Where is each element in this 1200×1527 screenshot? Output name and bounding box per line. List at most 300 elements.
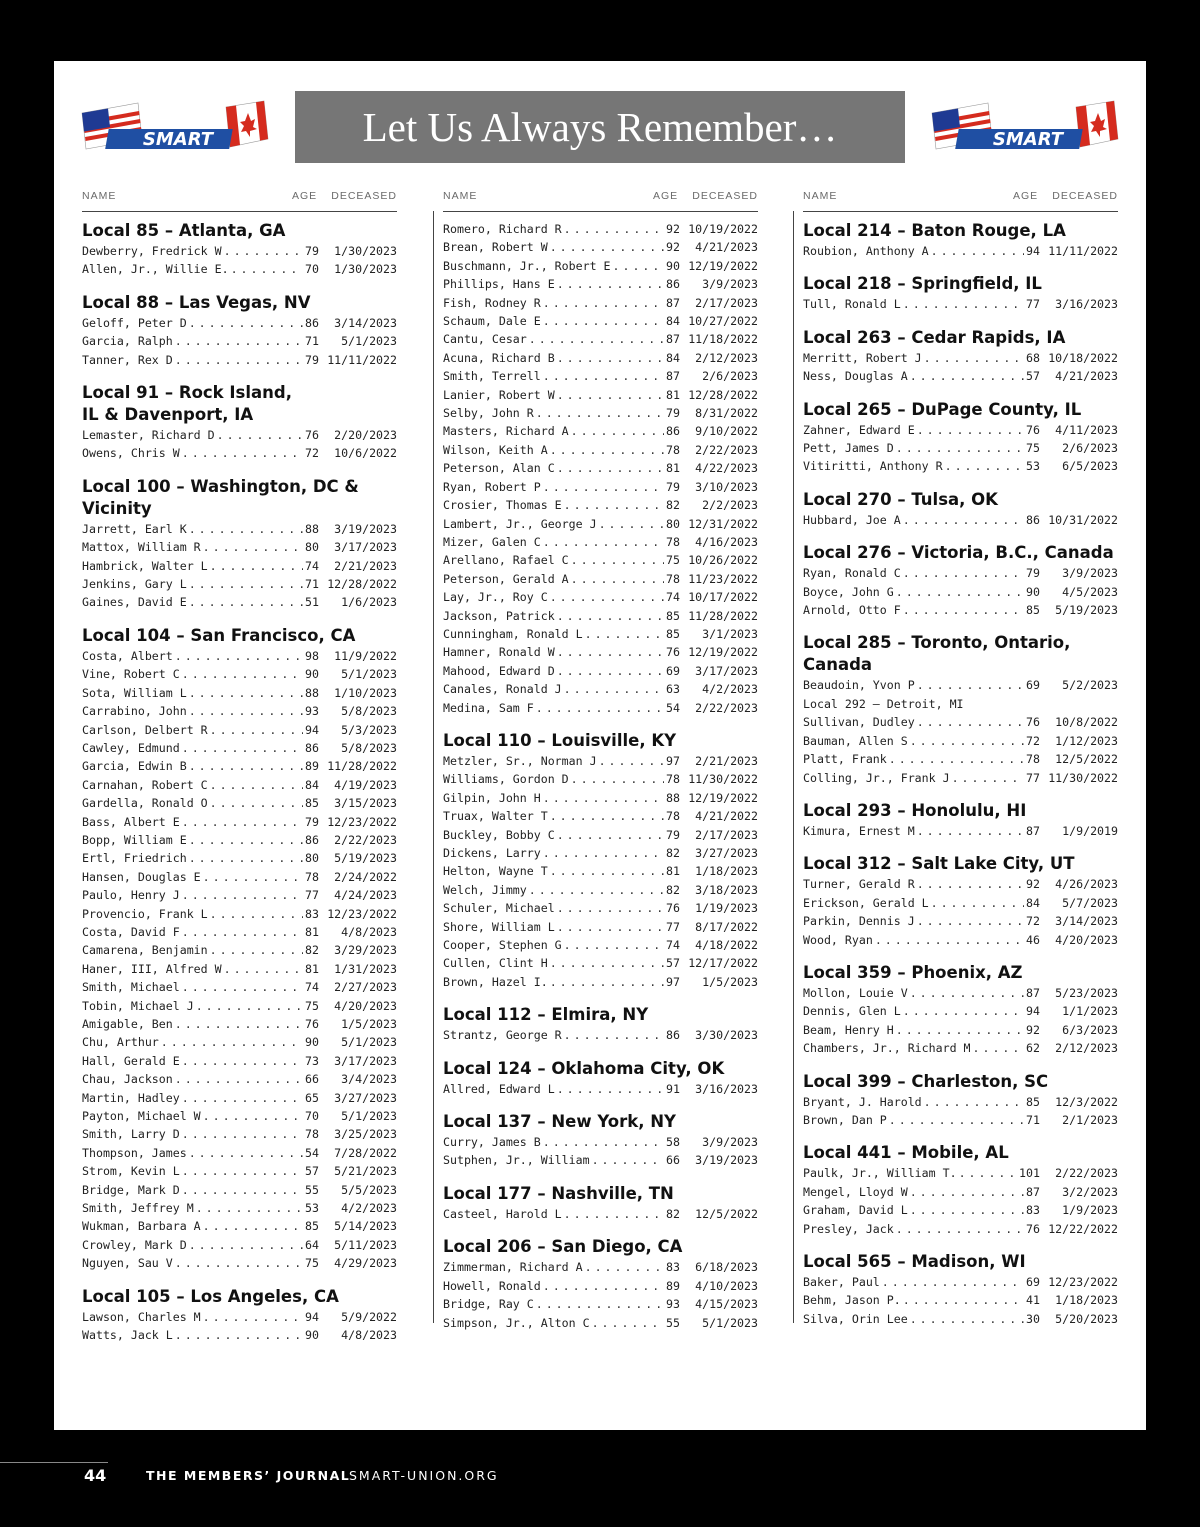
leader-dots	[189, 1236, 303, 1254]
local-heading: Local 312 – Salt Lake City, UT	[803, 854, 1075, 874]
member-row	[803, 583, 1118, 601]
leader-dots	[557, 643, 664, 661]
member-row	[443, 496, 758, 514]
member-age: 78	[666, 534, 680, 549]
member-row	[443, 643, 758, 661]
leader-dots	[924, 349, 1024, 367]
leader-dots	[564, 680, 664, 698]
leader-dots	[175, 647, 303, 665]
member-row	[443, 570, 758, 588]
member-deceased-date: 5/1/2023	[341, 1109, 397, 1124]
member-name: Lawson, Charles M	[82, 1309, 201, 1324]
column-2	[443, 185, 758, 1332]
member-row	[443, 1295, 758, 1313]
member-age: 77	[1026, 770, 1040, 785]
member-name: Wood, Ryan	[803, 932, 873, 947]
member-age: 86	[666, 277, 680, 292]
leader-dots	[557, 459, 664, 477]
member-age: 51	[305, 595, 319, 610]
member-deceased-date: 11/11/2022	[1048, 244, 1118, 258]
member-row	[443, 789, 758, 807]
member-row	[82, 886, 397, 904]
member-name: Bopp, William E	[82, 832, 187, 847]
member-name: Costa, David F	[82, 924, 180, 939]
leader-dots	[182, 978, 303, 996]
member-name: Baker, Paul	[803, 1275, 880, 1289]
member-row	[82, 978, 397, 996]
member-age: 69	[1026, 678, 1040, 693]
member-row	[803, 912, 1118, 930]
leader-dots	[903, 564, 1024, 582]
leader-dots	[571, 770, 664, 788]
member-name: Crowley, Mark D	[82, 1237, 187, 1252]
member-deceased-date: 5/11/2023	[334, 1237, 397, 1252]
member-age: 77	[305, 888, 319, 903]
member-row	[82, 260, 397, 278]
column-body	[803, 212, 1118, 1328]
member-row	[443, 1080, 758, 1098]
member-age: 57	[1026, 369, 1040, 384]
leader-dots	[224, 960, 303, 978]
member-deceased-date: 12/5/2022	[1055, 752, 1118, 767]
member-row	[443, 275, 758, 293]
leader-dots	[189, 831, 303, 849]
member-row	[803, 750, 1118, 768]
member-row	[82, 757, 397, 775]
member-row	[82, 1308, 397, 1326]
member-deceased-date: 11/23/2022	[688, 571, 758, 586]
member-name: Presley, Jack	[803, 1221, 894, 1236]
member-age: 54	[666, 700, 680, 715]
member-row	[443, 257, 758, 275]
column-body	[443, 212, 758, 1332]
member-row	[82, 941, 397, 959]
member-deceased-date: 4/18/2022	[695, 938, 758, 953]
member-row	[82, 314, 397, 332]
member-age: 77	[1026, 297, 1040, 312]
member-deceased-date: 4/21/2023	[695, 240, 758, 255]
member-deceased-date: 5/9/2022	[341, 1309, 397, 1324]
member-name: Smith, Jeffrey M	[82, 1201, 194, 1216]
member-deceased-date: 4/11/2023	[1055, 422, 1118, 437]
member-name: Beam, Henry H	[803, 1022, 894, 1037]
member-age: 78	[666, 772, 680, 787]
leader-dots	[903, 295, 1024, 313]
member-deceased-date: 4/2/2023	[341, 1201, 397, 1216]
member-row	[803, 295, 1118, 313]
member-age: 71	[1026, 1112, 1040, 1127]
member-deceased-date: 10/18/2022	[1048, 350, 1118, 365]
member-row	[443, 459, 758, 477]
member-age: 41	[1026, 1293, 1040, 1308]
leader-dots	[550, 954, 664, 972]
local-heading: Local 270 – Tulsa, OK	[803, 489, 998, 509]
member-age: 82	[666, 882, 680, 897]
member-row	[443, 551, 758, 569]
member-age: 78	[1026, 752, 1040, 767]
local-heading: Local 399 – Charleston, SC	[803, 1071, 1049, 1091]
member-name: Lay, Jr., Roy C	[443, 590, 548, 605]
member-name: Brown, Dan P	[803, 1112, 887, 1127]
leader-dots	[550, 807, 664, 825]
leader-dots	[224, 242, 303, 260]
member-name: Cantu, Cesar	[443, 332, 527, 347]
member-deceased-date: 3/14/2023	[334, 315, 397, 330]
member-name: Buckley, Bobby C	[443, 827, 555, 842]
member-name: Jenkins, Gary L	[82, 577, 187, 592]
leader-dots	[557, 607, 664, 625]
leader-dots	[175, 1015, 303, 1033]
member-age: 87	[666, 369, 680, 384]
member-row	[82, 1070, 397, 1088]
local-heading: Local 104 – San Francisco, CA	[82, 625, 356, 645]
member-age: 93	[305, 704, 319, 719]
member-name: Smith, Michael	[82, 980, 180, 995]
member-deceased-date: 6/18/2023	[695, 1260, 758, 1275]
page-title: Let Us Always Remember…	[295, 91, 905, 163]
member-deceased-date: 4/21/2023	[1055, 369, 1118, 384]
member-age: 82	[305, 943, 319, 958]
member-age: 94	[1026, 1004, 1040, 1019]
member-row	[443, 699, 758, 717]
member-name: Silva, Orin Lee	[803, 1311, 908, 1326]
member-name: Ertl, Friedrich	[82, 851, 187, 866]
member-name: Ryan, Ronald C	[803, 566, 901, 581]
member-row	[443, 973, 758, 991]
member-row	[803, 894, 1118, 912]
member-row	[443, 330, 758, 348]
member-age: 86	[305, 832, 319, 847]
member-deceased-date: 11/11/2022	[327, 352, 397, 367]
member-name: Acuna, Richard B	[443, 350, 555, 365]
member-age: 86	[305, 315, 319, 330]
member-age: 72	[1026, 733, 1040, 748]
member-age: 69	[666, 663, 680, 678]
member-row	[443, 238, 758, 256]
member-row	[82, 557, 397, 575]
member-deceased-date: 4/19/2023	[334, 777, 397, 792]
leader-dots	[564, 936, 664, 954]
member-deceased-date: 3/27/2023	[695, 846, 758, 860]
member-deceased-date: 2/2/2023	[702, 498, 758, 513]
leader-dots	[203, 1107, 303, 1125]
canada-flag-icon	[1076, 101, 1118, 147]
member-row	[82, 1326, 397, 1344]
member-age: 80	[305, 851, 319, 866]
member-deceased-date: 1/5/2023	[702, 974, 758, 989]
leader-dots	[550, 441, 664, 459]
member-row	[803, 1093, 1118, 1111]
member-deceased-date: 3/16/2023	[695, 1081, 758, 1096]
member-age: 78	[666, 809, 680, 824]
member-row	[803, 676, 1118, 694]
member-name: Mollon, Louie V	[803, 985, 908, 1000]
member-row	[82, 1162, 397, 1180]
member-name: Vine, Robert C	[82, 667, 180, 682]
column-header	[803, 185, 1118, 212]
member-name: Simpson, Jr., Alton C	[443, 1315, 590, 1330]
local-heading: Local 263 – Cedar Rapids, IA	[803, 327, 1066, 347]
member-deceased-date: 3/4/2023	[341, 1072, 397, 1087]
member-row	[803, 1039, 1118, 1057]
member-row	[82, 520, 397, 538]
member-age: 92	[666, 222, 680, 236]
member-row	[82, 444, 397, 462]
member-name: Owens, Chris W	[82, 446, 180, 461]
member-name: Geloff, Peter D	[82, 315, 187, 330]
member-deceased-date: 3/19/2023	[695, 1153, 758, 1168]
leader-dots	[592, 1151, 664, 1169]
member-deceased-date: 1/31/2023	[334, 961, 397, 976]
member-name: Peterson, Alan C	[443, 461, 555, 476]
member-name: Chu, Arthur	[82, 1035, 159, 1050]
member-age: 78	[305, 1127, 319, 1142]
member-deceased-date: 3/15/2023	[334, 796, 397, 811]
member-deceased-date: 10/27/2022	[688, 314, 758, 329]
member-name: Camarena, Benjamin	[82, 943, 208, 958]
member-name: Nguyen, Sau V	[82, 1256, 173, 1271]
leader-dots	[536, 1295, 664, 1313]
member-row	[803, 984, 1118, 1002]
member-deceased-date: 9/10/2022	[695, 424, 758, 439]
member-row	[803, 439, 1118, 457]
header-age: AGE	[292, 190, 318, 202]
member-name: Medina, Sam F	[443, 700, 534, 715]
local-heading: Local 137 – New York, NY	[443, 1112, 676, 1132]
member-age: 79	[305, 244, 319, 258]
member-name: Sota, William L	[82, 685, 187, 700]
member-name: Sullivan, Dudley	[803, 715, 915, 730]
member-age: 97	[666, 753, 680, 768]
member-name: Lemaster, Richard D	[82, 428, 215, 443]
leader-dots	[203, 1308, 303, 1326]
leader-dots	[903, 511, 1024, 529]
leader-dots	[543, 789, 664, 807]
leader-dots	[203, 1217, 303, 1235]
member-age: 86	[1026, 512, 1040, 527]
member-name: Bryant, J. Harold	[803, 1094, 922, 1109]
member-row	[82, 849, 397, 867]
member-name: Graham, David L	[803, 1203, 908, 1218]
member-age: 46	[1026, 932, 1040, 947]
member-deceased-date: 3/17/2023	[334, 540, 397, 555]
member-name: Jackson, Patrick	[443, 608, 555, 623]
leader-dots	[210, 721, 303, 739]
member-row	[443, 680, 758, 698]
member-deceased-date: 2/22/2023	[334, 832, 397, 847]
member-age: 81	[666, 864, 680, 879]
member-row	[443, 422, 758, 440]
member-age: 87	[1026, 985, 1040, 1000]
leader-dots	[189, 757, 303, 775]
member-name: Canales, Ronald J	[443, 682, 562, 697]
member-name: Helton, Wayne T	[443, 864, 548, 879]
member-age: 82	[666, 846, 680, 860]
member-name: Paulo, Henry J	[82, 888, 180, 903]
member-deceased-date: 7/28/2022	[334, 1145, 397, 1160]
member-name: Ness, Douglas A	[803, 369, 908, 384]
member-row	[803, 1291, 1118, 1309]
member-age: 91	[666, 1081, 680, 1096]
member-deceased-date: 4/24/2023	[334, 888, 397, 903]
member-name: Chambers, Jr., Richard M	[803, 1041, 971, 1056]
member-name: Lanier, Robert W	[443, 387, 555, 402]
leader-dots	[917, 676, 1024, 694]
leader-dots	[903, 1002, 1024, 1020]
member-deceased-date: 1/30/2023	[334, 244, 397, 258]
member-age: 84	[666, 350, 680, 365]
member-deceased-date: 4/21/2022	[695, 809, 758, 824]
member-age: 57	[305, 1164, 319, 1179]
leader-dots	[910, 732, 1024, 750]
member-deceased-date: 5/8/2023	[341, 740, 397, 755]
member-age: 86	[305, 740, 319, 755]
member-age: 79	[666, 827, 680, 842]
local-heading: Local 112 – Elmira, NY	[443, 1005, 649, 1025]
member-deceased-date: 1/12/2023	[1055, 733, 1118, 748]
member-name: Sutphen, Jr., William	[443, 1153, 590, 1168]
member-age: 90	[305, 667, 319, 682]
column-divider	[793, 211, 794, 1323]
local-heading: Local 85 – Atlanta, GA	[82, 221, 286, 240]
member-deceased-date: 3/17/2023	[695, 663, 758, 678]
member-name: Hambrick, Walter L	[82, 558, 208, 573]
member-row	[443, 533, 758, 551]
member-deceased-date: 12/28/2022	[327, 577, 397, 592]
canada-flag-icon	[226, 101, 268, 147]
member-age: 68	[1026, 350, 1040, 365]
member-row	[82, 1089, 397, 1107]
member-deceased-date: 4/2/2023	[702, 682, 758, 697]
member-age: 85	[305, 1219, 319, 1234]
member-name: Allen, Jr., Willie E.	[82, 262, 229, 277]
member-name: Brean, Robert W	[443, 240, 548, 255]
logo-text: SMART	[142, 129, 214, 150]
member-deceased-date: 2/17/2023	[695, 295, 758, 310]
member-name: Behm, Jason P.	[803, 1293, 901, 1308]
member-age: 75	[305, 998, 319, 1013]
member-row	[803, 1111, 1118, 1129]
leader-dots	[889, 750, 1024, 768]
member-deceased-date: 2/21/2023	[695, 753, 758, 768]
leader-dots	[945, 457, 1024, 475]
member-age: 79	[666, 479, 680, 494]
footer-rule	[0, 1462, 108, 1463]
column-1	[82, 185, 397, 1345]
member-age: 58	[666, 1135, 680, 1150]
member-name: Bridge, Ray C	[443, 1297, 534, 1312]
member-age: 84	[305, 777, 319, 792]
leader-dots	[557, 918, 664, 936]
member-deceased-date: 1/6/2023	[341, 595, 397, 610]
header-name: NAME	[803, 190, 838, 202]
leader-dots	[210, 941, 303, 959]
leader-dots	[182, 444, 303, 462]
member-name: Buschmann, Jr., Robert E	[443, 258, 611, 273]
member-row	[82, 776, 397, 794]
member-age: 88	[305, 685, 319, 700]
member-age: 66	[666, 1153, 680, 1168]
member-age: 94	[305, 722, 319, 737]
leader-dots	[203, 538, 303, 556]
member-row	[803, 1183, 1118, 1201]
member-age: 83	[666, 1260, 680, 1275]
leader-dots	[536, 404, 664, 422]
member-age: 82	[666, 498, 680, 513]
member-name: Truax, Walter T	[443, 809, 548, 824]
leader-dots	[557, 386, 664, 404]
member-deceased-date: 3/19/2023	[334, 521, 397, 536]
member-deceased-date: 12/23/2022	[1048, 1275, 1118, 1289]
member-row	[443, 1258, 758, 1276]
member-row	[803, 511, 1118, 529]
member-name: Dewberry, Fredrick W	[82, 244, 222, 258]
member-age: 83	[1026, 1203, 1040, 1218]
member-name: Bridge, Mark D	[82, 1182, 180, 1197]
member-age: 74	[305, 980, 319, 995]
leader-dots	[557, 826, 664, 844]
member-age: 87	[666, 332, 680, 347]
smart-logo-right	[928, 99, 1120, 157]
member-row	[82, 1144, 397, 1162]
member-name: Arellano, Rafael C	[443, 553, 569, 568]
member-deceased-date: 11/28/2022	[688, 608, 758, 623]
member-row	[803, 1002, 1118, 1020]
member-age: 53	[1026, 459, 1040, 474]
leader-dots	[210, 905, 303, 923]
leader-dots	[182, 1181, 303, 1199]
leader-dots	[182, 1089, 303, 1107]
member-row	[803, 601, 1118, 619]
footer	[0, 1462, 1200, 1492]
local-heading: Local 214 – Baton Rouge, LA	[803, 221, 1066, 240]
local-heading: Local 441 – Mobile, AL	[803, 1143, 1009, 1163]
leader-dots	[917, 875, 1024, 893]
member-row	[443, 367, 758, 385]
leader-dots	[917, 421, 1024, 439]
member-age: 79	[1026, 566, 1040, 581]
leader-dots	[550, 862, 664, 880]
member-age: 66	[305, 1072, 319, 1087]
leader-dots	[182, 1125, 303, 1143]
leader-dots	[973, 1039, 1025, 1057]
leader-dots	[557, 1080, 664, 1098]
member-deceased-date: 5/1/2023	[341, 334, 397, 349]
member-name: Ryan, Robert P	[443, 479, 541, 494]
member-age: 89	[305, 759, 319, 774]
member-row	[82, 242, 397, 260]
member-name: Gaines, David E	[82, 595, 187, 610]
leader-dots	[931, 894, 1024, 912]
member-age: 98	[305, 648, 319, 663]
member-name: Mahood, Edward D	[443, 663, 555, 678]
member-age: 76	[1026, 1221, 1040, 1236]
member-row	[82, 868, 397, 886]
member-deceased-date: 3/9/2023	[1062, 566, 1118, 581]
member-age: 87	[1026, 823, 1040, 838]
member-name: Haner, III, Alfred W	[82, 961, 222, 976]
member-age: 78	[666, 442, 680, 457]
member-name: Bass, Albert E	[82, 814, 180, 829]
member-deceased-date: 2/22/2023	[1055, 1166, 1118, 1181]
member-row	[443, 607, 758, 625]
leader-dots	[613, 257, 665, 275]
member-row	[443, 441, 758, 459]
member-age: 101	[1019, 1166, 1040, 1181]
leader-dots	[543, 294, 664, 312]
member-row	[82, 1107, 397, 1125]
member-age: 71	[305, 577, 319, 592]
